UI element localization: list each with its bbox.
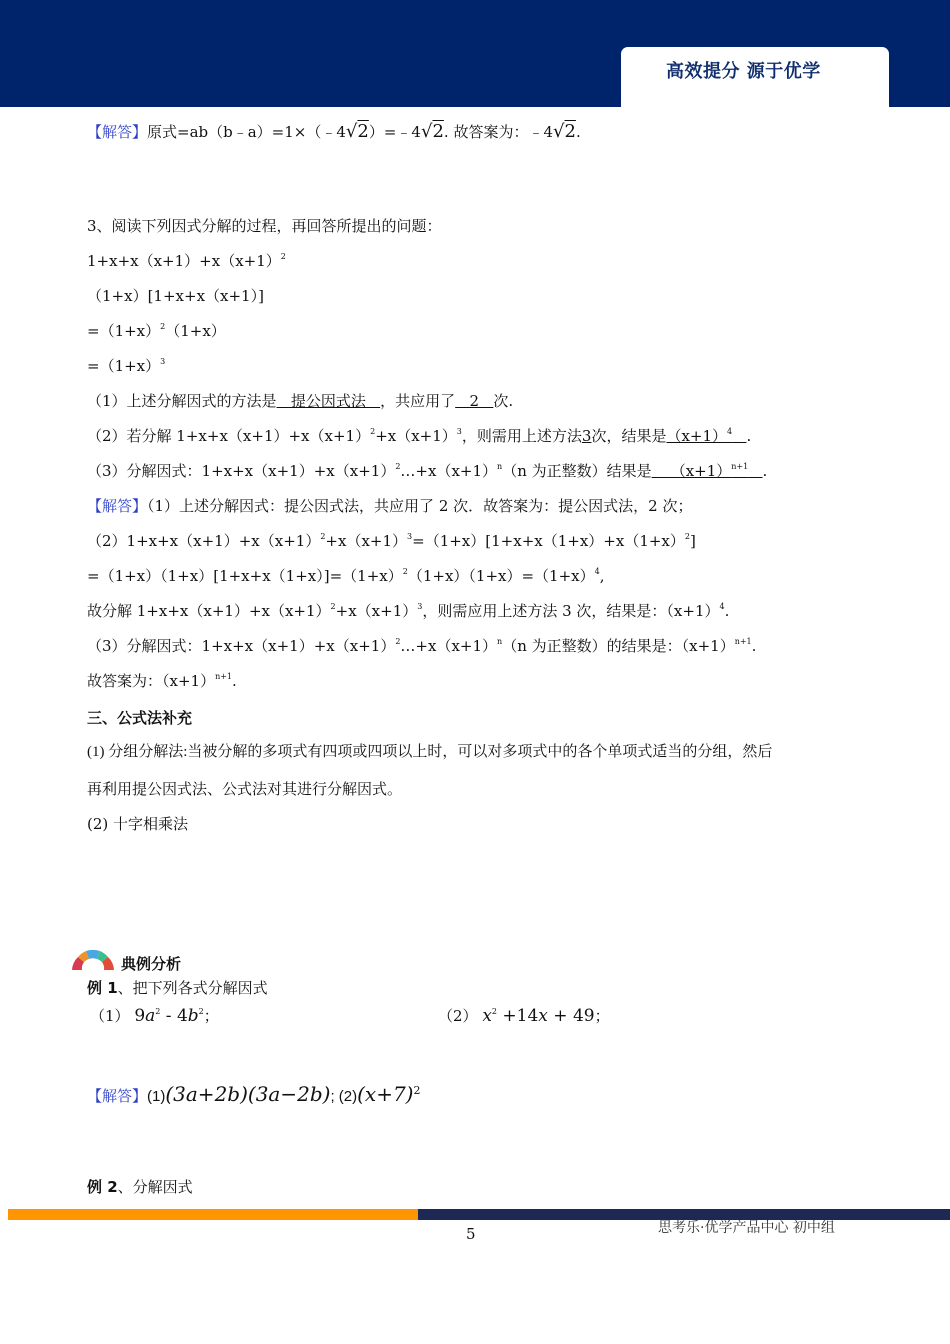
q3-answer-line-3: $=(1+x)(1+x)[1+x+x(1+x)]=(1+x)^2(1+x)(1+x)=(1+x)^4$, [87, 567, 605, 585]
section-3-item-1-line-1: (1) 分组分解法:当被分解的多项式有四项或四项以上时，可以对多项式中的各个单项式适当的分组，然后 [87, 744, 773, 760]
q3-answer-line-5: （3）分解因式：$1+x+x(x+1)+x(x+1)^2\dots+x(x+1)^n(n$ 为正整数）的结果是：$(x+1)^{n+1}$. [87, 637, 757, 655]
page-number: 5 [466, 1225, 476, 1243]
examples-heading: 典例分析 [121, 955, 182, 973]
header-band [0, 0, 950, 107]
answer-tag: 【解答】 [87, 1087, 148, 1105]
radicand: 2 [564, 121, 576, 142]
q3-step-2: （1+x）[1+x+x（x+1）] [87, 287, 264, 305]
q3-answer-line-1: 【解答】（1）上述分解因式：提公因式法，共应用了 2 次．故答案为：提公因式法，2 次； [87, 497, 693, 515]
fill-blank: 2 [455, 392, 494, 410]
footer-organization: 思考乐·优学产品中心 初中组 [658, 1220, 835, 1236]
answer-tag: 【解答】 [87, 497, 148, 515]
answer-text: . [575, 123, 581, 141]
example-1-part-2: （2） $x^2 +14x + 49$； [438, 1006, 610, 1026]
q3-step-4: $=(1+x)^3$ [87, 357, 166, 375]
answer-text: ）=﹣4 [368, 123, 421, 141]
fill-blank: $(x+1)^4$ [666, 427, 733, 445]
q3-step-1: $1+x+x(x+1)+x(x+1)^2$ [87, 252, 286, 270]
question-3-title: 3、阅读下列因式分解的过程，再回答所提出的问题： [87, 217, 442, 235]
header-slogan: 高效提分 源于优学 [666, 61, 821, 82]
fill-blank: 3 [581, 427, 592, 445]
sqrt-icon: √ [420, 121, 433, 142]
section-3-title: 三、公式法补充 [87, 709, 193, 727]
answer-text: 原式=ab（b﹣a）=1×（﹣4 [147, 123, 346, 141]
section-3-item-1-line-2: 再利用提公因式法、公式法对其进行分解因式。 [87, 780, 403, 798]
section-3-item-2: (2) 十字相乘法 [87, 815, 189, 833]
fill-blank: 提公因式法 [276, 392, 381, 410]
prev-answer-line [87, 122, 581, 142]
q3-sub-2: （2）若分解 $1+x+x(x+1)+x(x+1)^2+x(x+1)^3$，则需用上述方法3次，结果是$(x+1)^4$ . [87, 427, 752, 445]
q3-answer-line-4: 故分解 $1+x+x(x+1)+x(x+1)^2+x(x+1)^3$，则需应用上述方法 3 次，结果是：$(x+1)^4$. [87, 602, 730, 620]
example-1-answer: 【解答】(1)(3a+2b)(3a−2b); $(2)(x+7)^2$ [87, 1082, 421, 1106]
sqrt-icon: √ [553, 121, 565, 142]
q3-step-3: $=(1+x)^2(1+x)$ [87, 322, 226, 340]
sqrt-icon: √ [345, 121, 358, 142]
example-1-title: 例 1、把下列各式分解因式 [87, 979, 268, 997]
fill-blank: $(x+1)^{n+1}$ [651, 462, 749, 480]
q3-sub-3: （3）分解因式：$1+x+x(x+1)+x(x+1)^2\dots+x(x+1)^n(n$ 为正整数）结果是 $(x+1)^{n+1}$ . [87, 462, 768, 480]
header-tab [621, 47, 889, 109]
example-1-part-1: （1） $9a^2 - 4b^2$； [90, 1006, 219, 1026]
rainbow-arc-icon [70, 948, 116, 972]
example-2-title: 例 2、分解因式 [87, 1178, 193, 1196]
radicand: 2 [357, 121, 369, 142]
q3-answer-line-6: 故答案为：$(x+1)^{n+1}$. [87, 672, 237, 690]
q3-answer-line-2: $(2)1+x+x(x+1)+x(x+1)^2+x(x+1)^3=(1+x)[1+x+x(1+x)+x(1+x)^2]$ [87, 532, 696, 550]
footer-bar-orange [8, 1209, 418, 1220]
radicand: 2 [432, 121, 444, 142]
answer-text: . 故答案为：﹣4 [443, 123, 553, 141]
q3-sub-1: （1）上述分解因式的方法是 提公因式法 ，共应用了 2 次. [87, 392, 514, 410]
answer-tag: 【解答】 [87, 123, 148, 141]
